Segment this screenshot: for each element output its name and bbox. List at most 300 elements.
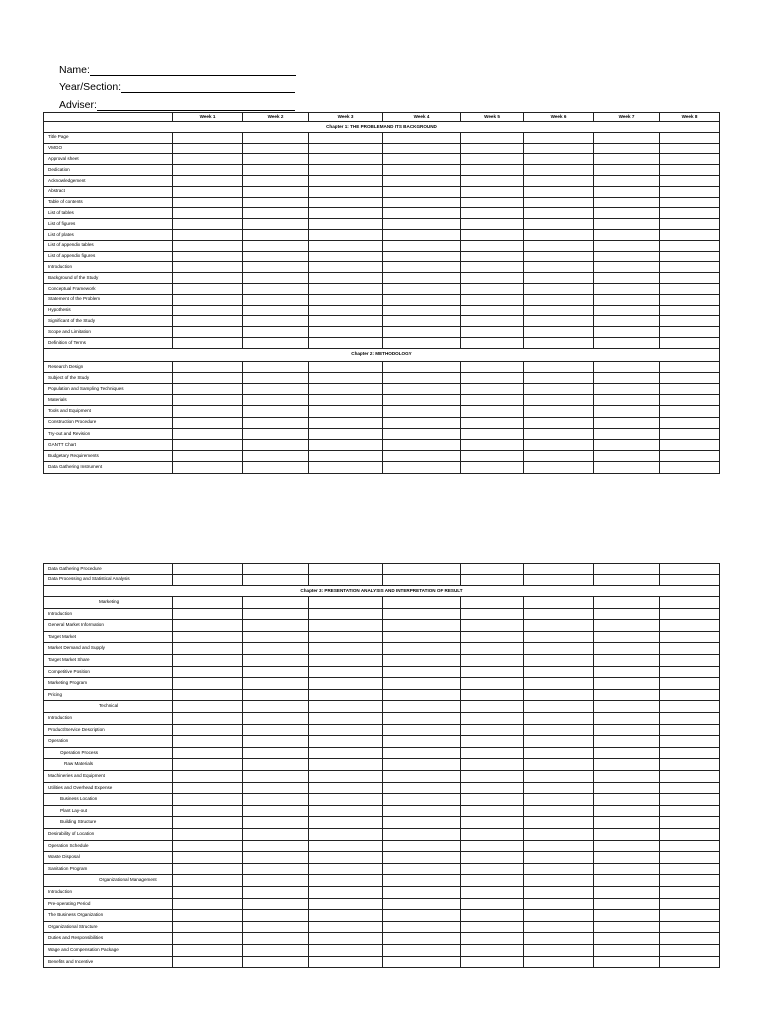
week-cell[interactable] (383, 886, 461, 898)
week-cell[interactable] (594, 713, 660, 725)
week-cell[interactable] (383, 428, 461, 439)
week-cell[interactable] (524, 771, 594, 783)
week-cell[interactable] (309, 828, 383, 840)
week-cell[interactable] (660, 574, 720, 585)
week-cell[interactable] (309, 631, 383, 643)
week-cell[interactable] (594, 440, 660, 451)
week-cell[interactable] (524, 451, 594, 462)
week-cell[interactable] (309, 620, 383, 632)
week-cell[interactable] (309, 283, 383, 294)
week-cell[interactable] (461, 175, 524, 186)
adviser-field[interactable] (59, 93, 296, 111)
week-cell[interactable] (660, 794, 720, 806)
week-cell[interactable] (243, 840, 309, 852)
week-cell[interactable] (309, 165, 383, 176)
week-cell[interactable] (594, 451, 660, 462)
week-cell[interactable] (524, 817, 594, 829)
week-cell[interactable] (243, 229, 309, 240)
week-cell[interactable] (660, 337, 720, 348)
week-cell[interactable] (660, 597, 720, 609)
week-cell[interactable] (594, 395, 660, 406)
week-cell[interactable] (243, 294, 309, 305)
week-cell[interactable] (383, 666, 461, 678)
week-cell[interactable] (309, 327, 383, 338)
week-cell[interactable] (173, 747, 243, 759)
name-line[interactable] (90, 66, 296, 76)
week-cell[interactable] (173, 186, 243, 197)
week-cell[interactable] (243, 175, 309, 186)
week-cell[interactable] (383, 782, 461, 794)
week-cell[interactable] (173, 678, 243, 690)
week-cell[interactable] (461, 759, 524, 771)
week-cell[interactable] (461, 294, 524, 305)
week-cell[interactable] (594, 240, 660, 251)
week-cell[interactable] (461, 701, 524, 713)
week-cell[interactable] (461, 395, 524, 406)
week-cell[interactable] (461, 154, 524, 165)
week-cell[interactable] (383, 863, 461, 875)
week-cell[interactable] (383, 251, 461, 262)
week-cell[interactable] (594, 608, 660, 620)
week-cell[interactable] (461, 597, 524, 609)
week-cell[interactable] (660, 944, 720, 956)
week-cell[interactable] (173, 462, 243, 473)
week-cell[interactable] (173, 132, 243, 143)
week-cell[interactable] (173, 910, 243, 922)
week-cell[interactable] (243, 643, 309, 655)
week-cell[interactable] (173, 406, 243, 417)
week-cell[interactable] (243, 898, 309, 910)
week-cell[interactable] (660, 251, 720, 262)
week-cell[interactable] (660, 840, 720, 852)
week-cell[interactable] (461, 283, 524, 294)
week-cell[interactable] (524, 620, 594, 632)
week-cell[interactable] (594, 165, 660, 176)
week-cell[interactable] (660, 805, 720, 817)
week-cell[interactable] (660, 713, 720, 725)
week-cell[interactable] (243, 655, 309, 667)
week-cell[interactable] (461, 771, 524, 783)
week-cell[interactable] (309, 219, 383, 230)
week-cell[interactable] (383, 817, 461, 829)
week-cell[interactable] (309, 747, 383, 759)
week-cell[interactable] (594, 771, 660, 783)
week-cell[interactable] (524, 805, 594, 817)
week-cell[interactable] (173, 361, 243, 372)
week-cell[interactable] (461, 944, 524, 956)
week-cell[interactable] (383, 574, 461, 585)
week-cell[interactable] (173, 933, 243, 945)
week-cell[interactable] (309, 395, 383, 406)
week-cell[interactable] (309, 805, 383, 817)
week-cell[interactable] (383, 655, 461, 667)
week-cell[interactable] (173, 817, 243, 829)
week-cell[interactable] (524, 251, 594, 262)
week-cell[interactable] (594, 805, 660, 817)
week-cell[interactable] (461, 251, 524, 262)
week-cell[interactable] (173, 921, 243, 933)
week-cell[interactable] (243, 361, 309, 372)
week-cell[interactable] (594, 863, 660, 875)
week-cell[interactable] (243, 608, 309, 620)
week-cell[interactable] (660, 132, 720, 143)
week-cell[interactable] (524, 262, 594, 273)
week-cell[interactable] (173, 428, 243, 439)
week-cell[interactable] (594, 817, 660, 829)
week-cell[interactable] (594, 933, 660, 945)
week-cell[interactable] (173, 620, 243, 632)
week-cell[interactable] (383, 921, 461, 933)
week-cell[interactable] (243, 747, 309, 759)
week-cell[interactable] (383, 294, 461, 305)
week-cell[interactable] (461, 574, 524, 585)
week-cell[interactable] (383, 219, 461, 230)
week-cell[interactable] (660, 327, 720, 338)
week-cell[interactable] (461, 229, 524, 240)
week-cell[interactable] (461, 428, 524, 439)
week-cell[interactable] (243, 154, 309, 165)
week-cell[interactable] (524, 175, 594, 186)
week-cell[interactable] (660, 886, 720, 898)
week-cell[interactable] (660, 782, 720, 794)
week-cell[interactable] (309, 305, 383, 316)
week-cell[interactable] (173, 337, 243, 348)
week-cell[interactable] (461, 462, 524, 473)
week-cell[interactable] (309, 208, 383, 219)
week-cell[interactable] (309, 840, 383, 852)
week-cell[interactable] (173, 771, 243, 783)
week-cell[interactable] (461, 898, 524, 910)
week-cell[interactable] (594, 759, 660, 771)
week-cell[interactable] (309, 316, 383, 327)
week-cell[interactable] (594, 316, 660, 327)
week-cell[interactable] (309, 678, 383, 690)
week-cell[interactable] (243, 406, 309, 417)
week-cell[interactable] (524, 229, 594, 240)
adviser-line[interactable] (97, 101, 295, 111)
week-cell[interactable] (660, 956, 720, 968)
week-cell[interactable] (309, 462, 383, 473)
week-cell[interactable] (243, 701, 309, 713)
week-cell[interactable] (594, 462, 660, 473)
week-cell[interactable] (309, 956, 383, 968)
week-cell[interactable] (461, 440, 524, 451)
week-cell[interactable] (383, 564, 461, 575)
week-cell[interactable] (660, 175, 720, 186)
week-cell[interactable] (173, 251, 243, 262)
week-cell[interactable] (461, 956, 524, 968)
week-cell[interactable] (461, 361, 524, 372)
week-cell[interactable] (524, 208, 594, 219)
week-cell[interactable] (461, 337, 524, 348)
week-cell[interactable] (173, 219, 243, 230)
week-cell[interactable] (594, 406, 660, 417)
week-cell[interactable] (461, 262, 524, 273)
week-cell[interactable] (461, 828, 524, 840)
week-cell[interactable] (173, 840, 243, 852)
week-cell[interactable] (173, 208, 243, 219)
week-cell[interactable] (383, 197, 461, 208)
week-cell[interactable] (461, 875, 524, 887)
week-cell[interactable] (660, 724, 720, 736)
week-cell[interactable] (309, 713, 383, 725)
week-cell[interactable] (660, 294, 720, 305)
week-cell[interactable] (524, 143, 594, 154)
week-cell[interactable] (243, 417, 309, 428)
week-cell[interactable] (660, 771, 720, 783)
week-cell[interactable] (243, 208, 309, 219)
week-cell[interactable] (524, 875, 594, 887)
week-cell[interactable] (524, 724, 594, 736)
week-cell[interactable] (524, 384, 594, 395)
week-cell[interactable] (243, 440, 309, 451)
week-cell[interactable] (461, 608, 524, 620)
week-cell[interactable] (461, 863, 524, 875)
week-cell[interactable] (383, 305, 461, 316)
week-cell[interactable] (660, 372, 720, 383)
week-cell[interactable] (594, 574, 660, 585)
week-cell[interactable] (594, 197, 660, 208)
week-cell[interactable] (594, 229, 660, 240)
week-cell[interactable] (309, 910, 383, 922)
week-cell[interactable] (660, 701, 720, 713)
week-cell[interactable] (660, 655, 720, 667)
week-cell[interactable] (594, 175, 660, 186)
week-cell[interactable] (594, 337, 660, 348)
week-cell[interactable] (660, 759, 720, 771)
week-cell[interactable] (383, 631, 461, 643)
week-cell[interactable] (173, 143, 243, 154)
week-cell[interactable] (660, 262, 720, 273)
week-cell[interactable] (461, 327, 524, 338)
week-cell[interactable] (660, 817, 720, 829)
week-cell[interactable] (594, 666, 660, 678)
week-cell[interactable] (243, 631, 309, 643)
week-cell[interactable] (524, 678, 594, 690)
week-cell[interactable] (309, 875, 383, 887)
week-cell[interactable] (461, 620, 524, 632)
week-cell[interactable] (461, 805, 524, 817)
week-cell[interactable] (243, 384, 309, 395)
week-cell[interactable] (461, 305, 524, 316)
week-cell[interactable] (173, 283, 243, 294)
week-cell[interactable] (594, 852, 660, 864)
week-cell[interactable] (594, 840, 660, 852)
week-cell[interactable] (524, 337, 594, 348)
week-cell[interactable] (461, 197, 524, 208)
week-cell[interactable] (309, 759, 383, 771)
week-cell[interactable] (461, 417, 524, 428)
week-cell[interactable] (309, 175, 383, 186)
week-cell[interactable] (243, 771, 309, 783)
week-cell[interactable] (383, 689, 461, 701)
week-cell[interactable] (243, 165, 309, 176)
week-cell[interactable] (173, 574, 243, 585)
week-cell[interactable] (309, 406, 383, 417)
week-cell[interactable] (660, 305, 720, 316)
week-cell[interactable] (660, 240, 720, 251)
week-cell[interactable] (243, 283, 309, 294)
week-cell[interactable] (594, 747, 660, 759)
week-cell[interactable] (524, 417, 594, 428)
week-cell[interactable] (309, 251, 383, 262)
week-cell[interactable] (243, 327, 309, 338)
week-cell[interactable] (594, 828, 660, 840)
week-cell[interactable] (594, 724, 660, 736)
week-cell[interactable] (594, 208, 660, 219)
week-cell[interactable] (309, 852, 383, 864)
week-cell[interactable] (383, 771, 461, 783)
year-section-line[interactable] (121, 83, 295, 93)
week-cell[interactable] (243, 805, 309, 817)
week-cell[interactable] (309, 886, 383, 898)
week-cell[interactable] (173, 655, 243, 667)
week-cell[interactable] (524, 933, 594, 945)
week-cell[interactable] (383, 175, 461, 186)
week-cell[interactable] (243, 852, 309, 864)
week-cell[interactable] (383, 643, 461, 655)
week-cell[interactable] (243, 262, 309, 273)
week-cell[interactable] (383, 451, 461, 462)
week-cell[interactable] (173, 327, 243, 338)
week-cell[interactable] (243, 689, 309, 701)
week-cell[interactable] (173, 689, 243, 701)
week-cell[interactable] (660, 384, 720, 395)
week-cell[interactable] (461, 921, 524, 933)
week-cell[interactable] (524, 828, 594, 840)
week-cell[interactable] (383, 240, 461, 251)
week-cell[interactable] (173, 273, 243, 284)
week-cell[interactable] (309, 701, 383, 713)
week-cell[interactable] (243, 337, 309, 348)
week-cell[interactable] (173, 875, 243, 887)
week-cell[interactable] (309, 428, 383, 439)
week-cell[interactable] (660, 165, 720, 176)
week-cell[interactable] (524, 165, 594, 176)
week-cell[interactable] (594, 417, 660, 428)
week-cell[interactable] (524, 944, 594, 956)
week-cell[interactable] (524, 574, 594, 585)
week-cell[interactable] (524, 643, 594, 655)
week-cell[interactable] (594, 944, 660, 956)
week-cell[interactable] (594, 361, 660, 372)
week-cell[interactable] (383, 805, 461, 817)
week-cell[interactable] (524, 406, 594, 417)
week-cell[interactable] (243, 921, 309, 933)
week-cell[interactable] (383, 944, 461, 956)
week-cell[interactable] (461, 852, 524, 864)
week-cell[interactable] (173, 886, 243, 898)
week-cell[interactable] (309, 794, 383, 806)
week-cell[interactable] (660, 631, 720, 643)
week-cell[interactable] (660, 208, 720, 219)
week-cell[interactable] (173, 154, 243, 165)
week-cell[interactable] (524, 283, 594, 294)
week-cell[interactable] (594, 372, 660, 383)
week-cell[interactable] (594, 597, 660, 609)
week-cell[interactable] (461, 631, 524, 643)
week-cell[interactable] (243, 724, 309, 736)
week-cell[interactable] (243, 186, 309, 197)
week-cell[interactable] (243, 782, 309, 794)
week-cell[interactable] (309, 944, 383, 956)
week-cell[interactable] (461, 666, 524, 678)
week-cell[interactable] (309, 608, 383, 620)
week-cell[interactable] (243, 678, 309, 690)
week-cell[interactable] (461, 316, 524, 327)
week-cell[interactable] (524, 294, 594, 305)
week-cell[interactable] (243, 910, 309, 922)
week-cell[interactable] (660, 736, 720, 748)
week-cell[interactable] (594, 294, 660, 305)
week-cell[interactable] (461, 132, 524, 143)
week-cell[interactable] (594, 251, 660, 262)
week-cell[interactable] (243, 219, 309, 230)
week-cell[interactable] (594, 428, 660, 439)
week-cell[interactable] (173, 863, 243, 875)
week-cell[interactable] (461, 143, 524, 154)
week-cell[interactable] (660, 361, 720, 372)
week-cell[interactable] (461, 817, 524, 829)
week-cell[interactable] (524, 655, 594, 667)
week-cell[interactable] (383, 933, 461, 945)
week-cell[interactable] (173, 175, 243, 186)
week-cell[interactable] (660, 643, 720, 655)
week-cell[interactable] (660, 666, 720, 678)
week-cell[interactable] (309, 921, 383, 933)
week-cell[interactable] (173, 316, 243, 327)
week-cell[interactable] (383, 229, 461, 240)
week-cell[interactable] (309, 384, 383, 395)
week-cell[interactable] (660, 747, 720, 759)
week-cell[interactable] (383, 956, 461, 968)
week-cell[interactable] (660, 852, 720, 864)
week-cell[interactable] (243, 597, 309, 609)
week-cell[interactable] (243, 736, 309, 748)
week-cell[interactable] (309, 655, 383, 667)
week-cell[interactable] (594, 620, 660, 632)
week-cell[interactable] (309, 724, 383, 736)
week-cell[interactable] (243, 713, 309, 725)
week-cell[interactable] (243, 875, 309, 887)
week-cell[interactable] (594, 782, 660, 794)
week-cell[interactable] (461, 273, 524, 284)
week-cell[interactable] (594, 186, 660, 197)
week-cell[interactable] (173, 597, 243, 609)
week-cell[interactable] (243, 828, 309, 840)
week-cell[interactable] (309, 440, 383, 451)
week-cell[interactable] (524, 747, 594, 759)
week-cell[interactable] (383, 794, 461, 806)
week-cell[interactable] (173, 417, 243, 428)
week-cell[interactable] (383, 701, 461, 713)
week-cell[interactable] (524, 608, 594, 620)
week-cell[interactable] (173, 736, 243, 748)
name-field[interactable] (59, 58, 296, 76)
week-cell[interactable] (594, 794, 660, 806)
week-cell[interactable] (594, 327, 660, 338)
week-cell[interactable] (660, 197, 720, 208)
week-cell[interactable] (660, 921, 720, 933)
week-cell[interactable] (524, 186, 594, 197)
week-cell[interactable] (660, 143, 720, 154)
week-cell[interactable] (243, 395, 309, 406)
week-cell[interactable] (243, 817, 309, 829)
week-cell[interactable] (594, 143, 660, 154)
week-cell[interactable] (173, 956, 243, 968)
week-cell[interactable] (173, 372, 243, 383)
week-cell[interactable] (383, 462, 461, 473)
